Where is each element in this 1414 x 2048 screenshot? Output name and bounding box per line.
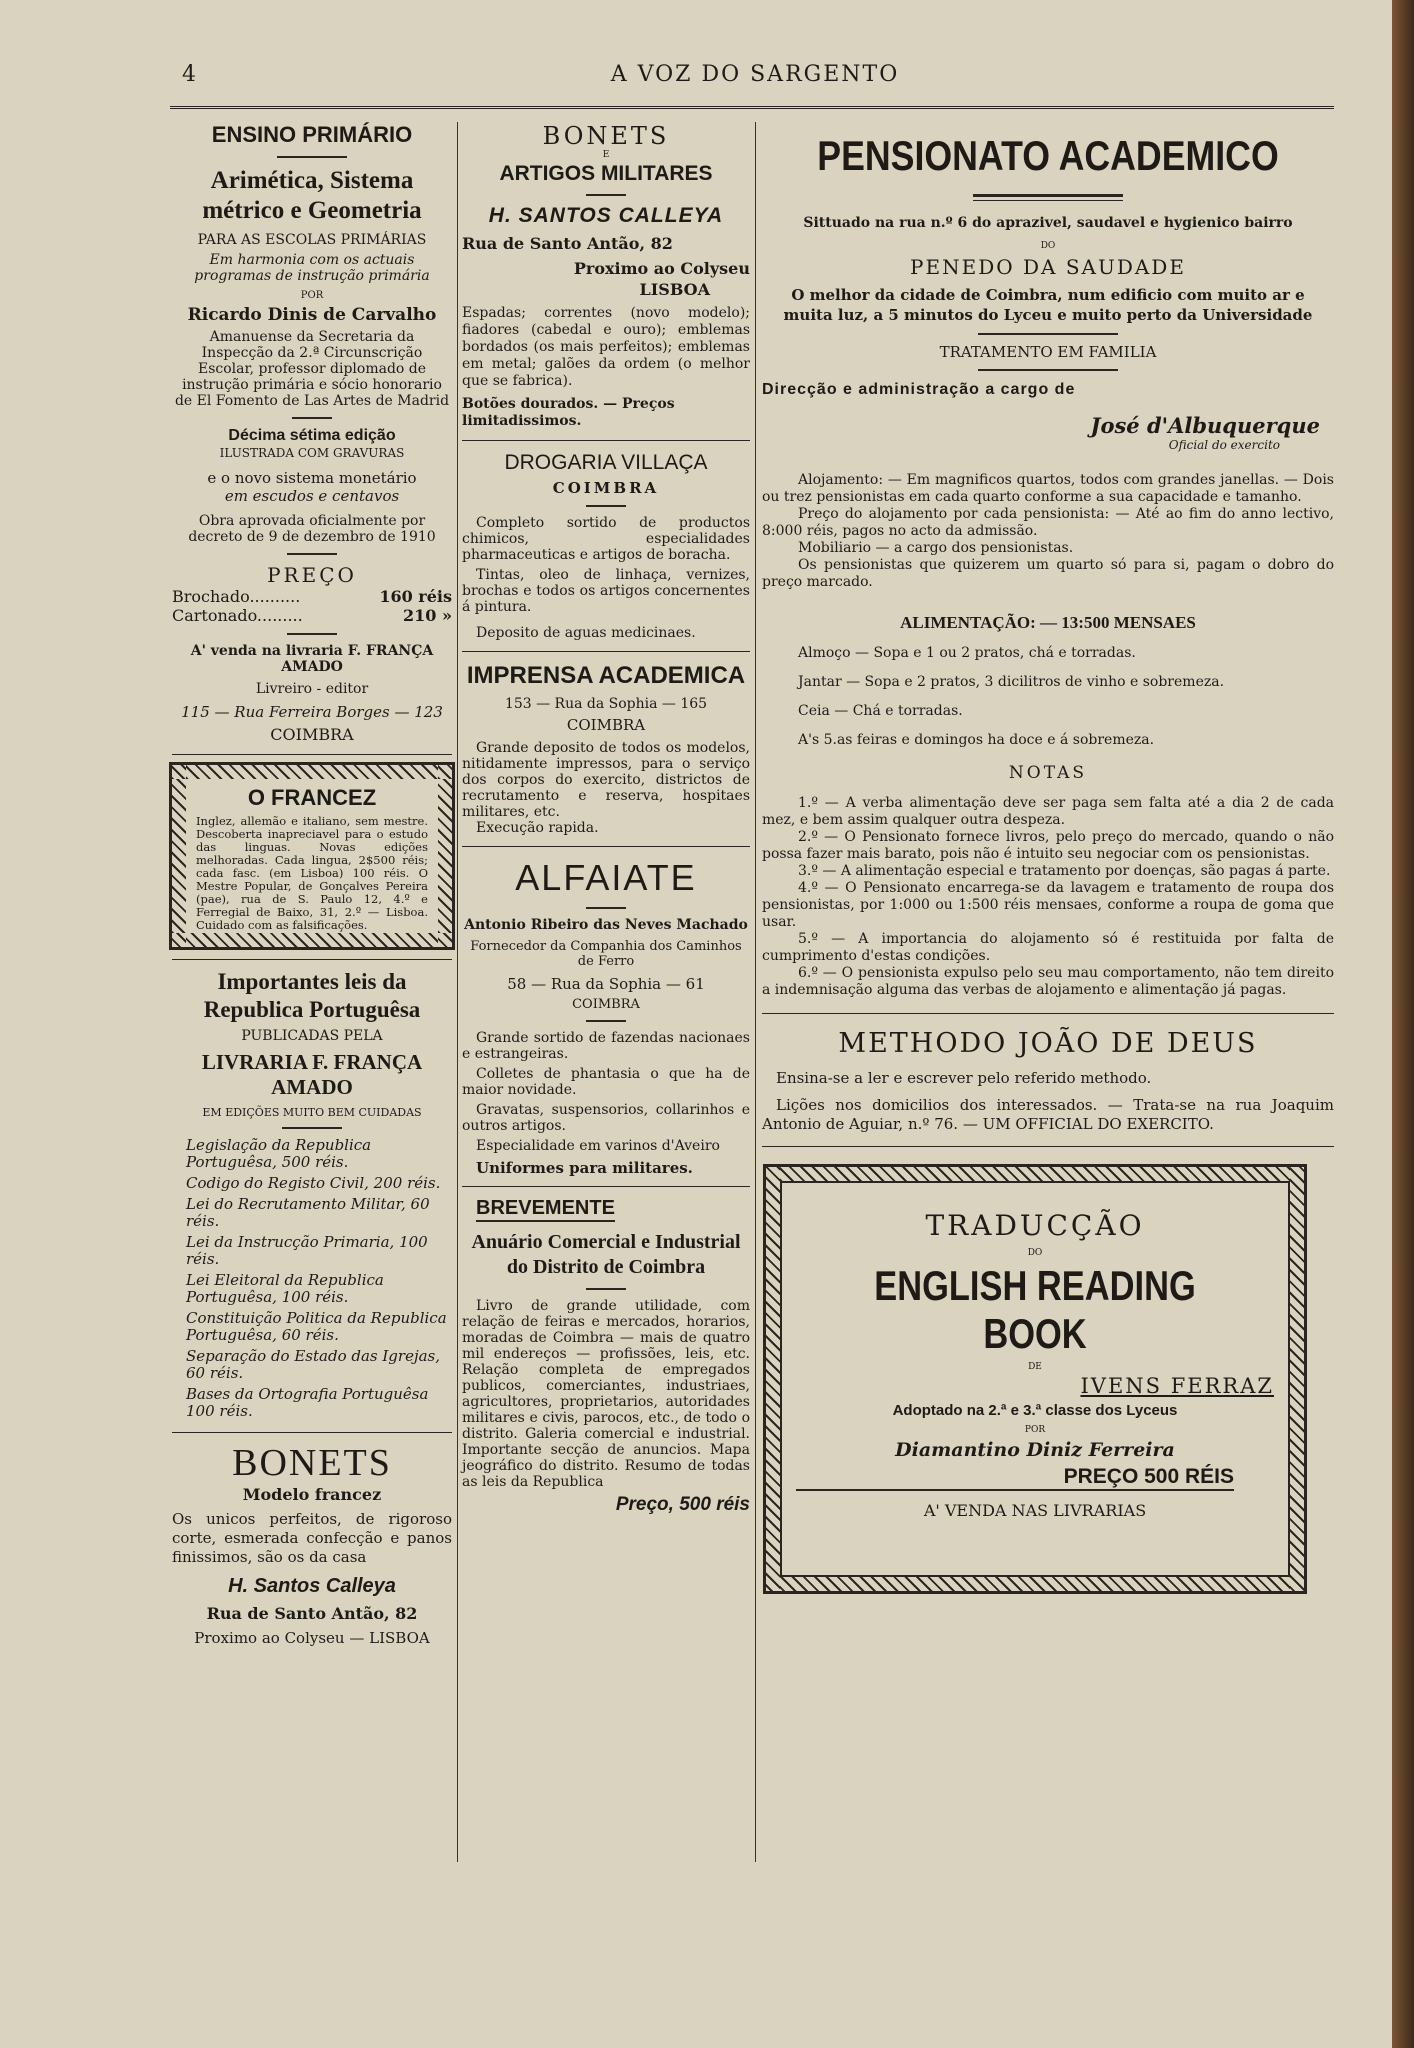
law-item: Lei da Instrucção Primaria, 100 réis. <box>186 1233 428 1268</box>
divider <box>586 907 626 909</box>
shop-city: Proximo ao Colyseu — LISBOA <box>194 1629 430 1647</box>
edition: Décima sétima edição <box>228 427 396 444</box>
alfaiate-ad <box>462 857 750 1176</box>
price-row <box>172 587 452 606</box>
direction: Direcção e administração a cargo de <box>762 381 1076 398</box>
editions-note: EM EDIÇÕES MUITO BEM CUIDADAS <box>202 1106 422 1119</box>
price-label: Cartonado......... <box>172 606 303 625</box>
divider <box>762 1013 1334 1014</box>
monetary-system: e o novo sistema monetário <box>207 469 417 487</box>
illustrated: ILUSTRADA COM GRAVURAS <box>219 446 405 460</box>
model: Modelo francez <box>242 1485 382 1504</box>
ad-title: Importantes leis da Republica Portuguêsa <box>203 969 421 1022</box>
methodo-ad <box>762 1028 1334 1134</box>
newspaper-title: A VOZ DO SARGENTO <box>610 62 900 87</box>
divider <box>586 1020 626 1022</box>
bonets-ad-2 <box>172 1441 452 1647</box>
do-label: DO <box>1040 241 1056 251</box>
tailor-name: Antonio Ribeiro das Neves Machado <box>464 917 748 933</box>
lodging-section <box>762 472 1334 591</box>
ad-text: Grande deposito de todos os modelos, nitidamente impressos, para o serviço dos corpos do exercito, districtos de recrutamento e reserva, hospitaes militares, etc. <box>462 740 750 820</box>
price-value: 160 réis <box>379 587 452 606</box>
author-name: Ricardo Dinis de Carvalho <box>187 305 437 325</box>
divider <box>462 846 750 847</box>
ad-text: Grande sortido de fazendas nacionaes e estrangeiras. <box>462 1030 750 1062</box>
price-row <box>172 606 452 625</box>
bonets-ad <box>462 122 750 430</box>
law-item: Lei Eleitoral da Republica Portuguêsa, 100 réis. <box>186 1271 384 1306</box>
ad-text: Gravatas, suspensorios, collarinhos e outros artigos. <box>462 1102 750 1134</box>
price-value: 210 » <box>403 606 452 625</box>
author: IVENS FERRAZ <box>1080 1374 1274 1398</box>
shop-street: Rua de Santo Antão, 82 <box>206 1604 418 1623</box>
divider <box>282 1127 342 1129</box>
city: COIMBRA <box>270 725 354 744</box>
pensionato-ad <box>762 132 1334 999</box>
price: PREÇO 500 RÉIS <box>796 1465 1234 1491</box>
ad-text: Os unicos perfeitos, de rigoroso corte, esmerada confecção e panos finissimos, são os da casa <box>172 1510 452 1566</box>
francez-ad <box>172 765 452 947</box>
treatment: TRATAMENTO EM FAMILIA <box>939 343 1157 361</box>
price-heading: PREÇO <box>267 563 357 587</box>
divider <box>973 194 1123 201</box>
city: COIMBRA <box>566 716 646 734</box>
divider <box>586 194 626 196</box>
ad-title: PENSIONATO ACADEMICO <box>817 132 1279 179</box>
page-header <box>170 62 1340 98</box>
ad-title: BONETS <box>542 122 670 150</box>
ad-text: Execução rapida. <box>476 820 599 836</box>
ad-text: Ensina-se a ler e escrever pelo referido methodo. <box>776 1069 1152 1087</box>
publisher: LIVRARIA F. FRANÇA AMADO <box>201 1050 423 1099</box>
city: COIMBRA <box>552 479 660 497</box>
ad-text: Tintas, oleo de linhaça, vernizes, brochas e todos os artigos concernentes á pintura. <box>462 567 750 615</box>
divider <box>586 1288 626 1290</box>
column-divider <box>755 122 756 1862</box>
traduccao-inner <box>780 1181 1290 1577</box>
ad-text: Lições nos domicilios dos interessados. — Trata-se na rua Joaquim Antonio de Aguiar, n.º 76. — UM OFFICIAL DO EXERCITO. <box>762 1096 1334 1133</box>
column-2 <box>462 122 750 1516</box>
ad-text: Especialidade em varinos d'Aveiro <box>476 1138 720 1154</box>
lodging-text: Alojamento: — Em magnificos quartos, todos com grandes janellas. — Dois ou trez pensionistas em cada quarto conforme a sua capacidade e tamanho. <box>762 472 1334 505</box>
note-item: 5.º — A importancia do alojamento só é restituida por falta de cumprimento d'estas condições. <box>762 931 1334 964</box>
law-item: Lei do Recrutamento Militar, 60 réis. <box>186 1195 430 1230</box>
shop-name: H. SANTOS CALLEYA <box>488 204 724 227</box>
supplier: Fornecedor da Companhia dos Caminhos de Ferro <box>470 939 742 969</box>
de-label: DE <box>1028 1362 1042 1372</box>
divider <box>287 633 337 635</box>
ad-title: BONETS <box>232 1442 392 1484</box>
approved-note: Obra aprovada oficialmente por decreto de 9 de dezembro de 1910 <box>188 513 436 545</box>
ad-title: O FRANCEZ <box>247 785 377 810</box>
ad-text: Colletes de phantasia o que ha de maior novidade. <box>462 1066 750 1098</box>
director-title: Oficial do exercito <box>1168 438 1280 452</box>
ad-title: ALFAIATE <box>515 857 697 898</box>
law-item: Legislação da Republica Portuguêsa, 500 réis. <box>186 1136 372 1171</box>
price-label: Brochado.......... <box>172 587 301 606</box>
divider <box>978 369 1118 371</box>
ad-text: Inglez, allemão e italiano, sem mestre. Descoberta inapreciavel para o estudo das linguas. Novas edições melhoradas. Cada lingua, 2$500 réis; cada fasc. (em Lisboa) 100 réis. O Mestre Popular, de Gonçalves Pereira (pae), rua de S. Paulo 12, 4.º e Ferregial de Baixo, 31, 2.º — Lisboa. Cuidado com as falsificações. <box>196 814 428 932</box>
leis-ad <box>172 968 452 1420</box>
shop-street: Rua de Santo Antão, 82 <box>462 234 673 253</box>
page-number: 4 <box>182 62 198 87</box>
buttons-note: Botões dourados. — Preços limitadissimos. <box>462 396 675 429</box>
published-by: PUBLICADAS PELA <box>241 1028 383 1044</box>
divider <box>172 959 452 960</box>
book-subtitle: PARA AS ESCOLAS PRIMÁRIAS <box>197 232 427 248</box>
address: 58 — Rua da Sophia — 61 <box>507 975 705 993</box>
address: 153 — Rua da Sophia — 165 <box>504 696 708 712</box>
meal-item: Jantar — Sopa e 2 pratos, 3 dicilitros de vinho e sobremeza. <box>798 674 1225 690</box>
situated: Sittuado na rua n.º 6 do aprazivel, saudavel e hygienico bairro <box>803 215 1293 231</box>
translator: Diamantino Diniz Ferreira <box>895 1439 1175 1461</box>
divider <box>586 505 626 507</box>
ad-title: METHODO JOÃO DE DEUS <box>838 1028 1258 1059</box>
traduccao-ad <box>766 1167 1304 1591</box>
note-item: 2.º — O Pensionato fornece livros, pelo preço do mercado, quando o não possa fazer mais barato, pois não é intuito seu negociar com os pensionistas. <box>762 829 1334 862</box>
divider <box>287 553 337 555</box>
law-list <box>172 1137 452 1420</box>
address: 115 — Rua Ferreira Borges — 123 <box>181 703 443 721</box>
law-item: Separação do Estado das Igrejas, 60 réis. <box>186 1347 441 1382</box>
note-item: 6.º — O pensionista expulso pelo seu mau comportamento, não tem direito a indemnisação alguma das verbas de alojamento e alimentação já pagas. <box>762 965 1334 998</box>
divider <box>292 417 332 419</box>
price: Preço, 500 réis <box>615 1494 750 1515</box>
do-label: DO <box>1027 1248 1043 1258</box>
ad-text: Completo sortido de productos chimicos, especialidades pharmaceuticas e artigos de boracha. <box>462 515 750 563</box>
divider <box>462 1186 750 1187</box>
soon-label: BREVEMENTE <box>476 1197 615 1222</box>
conjunction: E <box>602 150 610 160</box>
shop-name: H. Santos Calleya <box>228 1575 396 1597</box>
monetary-units: em escudos e centavos <box>224 487 400 505</box>
ad-text: Deposito de aguas medicinaes. <box>476 625 696 641</box>
divider <box>462 651 750 652</box>
author-description: Amanuense da Secretaria da Inspecção da 2.ª Circunscrição Escolar, professor diplomado de instrução primária e sócio honorario de El Fomento de Las Artes de Madrid <box>174 329 450 409</box>
lodging-text: Os pensionistas que quizerem um quarto só para si, pagam o dobro do preço marcado. <box>762 557 1334 590</box>
ensino-ad <box>172 122 452 744</box>
sale-info: A' VENDA NAS LIVRARIAS <box>923 1501 1147 1520</box>
ad-title: DROGARIA VILLAÇA <box>504 451 708 474</box>
notes-heading: NOTAS <box>1008 763 1088 783</box>
lodging-text: Preço do alojamento por cada pensionista: — Até ao fim do anno lectivo, 8:000 réis, pagos no acto da admissão. <box>762 506 1334 539</box>
drogaria-ad <box>462 451 750 641</box>
divider <box>462 440 750 441</box>
by-label: POR <box>300 290 324 301</box>
meal-list <box>762 639 1334 755</box>
ad-text: Livro de grande utilidade, com relação de feiras e mercados, horarios, moradas de Coimbra — mais de quatro mil endereços — profissões, leis, etc. Relação completa de empregados publicos, comerciantes, industriaes, agricultores, proprietarios, autoridades militares e civis, parocos, etc., de todo o distrito. Galeria comercial e industrial. Importante secção de anuncios. Mapa jeográfico do distrito. Resumo de todas as leis da Republica <box>462 1298 750 1490</box>
note-item: 3.º — A alimentação especial e tratamento por doenças, são pagas á parte. <box>798 863 1331 879</box>
director-name: José d'Albuquerque <box>1090 413 1320 438</box>
best-description: O melhor da cidade de Coimbra, num edificio com muito ar e muita luz, a 5 minutos do Lyceu e muito perto da Universidade <box>783 286 1313 324</box>
ad-title: TRADUCÇÃO <box>925 1209 1145 1242</box>
law-item: Codigo do Registo Civil, 200 réis. <box>186 1174 441 1192</box>
place: PENEDO DA SAUDADE <box>910 255 1186 279</box>
lodging-text: Mobiliario — a cargo dos pensionistas. <box>798 540 1074 556</box>
sale-info: A' venda na livraria F. FRANÇA AMADO <box>190 643 434 675</box>
column-divider <box>457 122 458 1862</box>
note-item: 1.º — A verba alimentação deve ser paga sem falta até a dia 2 de cada mez, e bem assim qualquer outra despeza. <box>762 795 1334 828</box>
law-item: Bases da Ortografia Portuguêsa 100 réis. <box>186 1385 429 1420</box>
ad-subtitle: ARTIGOS MILITARES <box>499 162 713 185</box>
meal-item: A's 5.as feiras e domingos ha doce e á sobremeza. <box>798 732 1155 748</box>
notes-list <box>762 795 1334 999</box>
note-item: 4.º — O Pensionato encarrega-se da lavagem e tratamento de roupa dos pensionistas, por 1:000 ou 1:500 réis mensaes, conforme a roupa de goma que usar. <box>762 880 1334 930</box>
divider <box>172 1432 452 1433</box>
ad-heading: ENSINO PRIMÁRIO <box>211 122 413 147</box>
column-1 <box>172 122 452 1647</box>
imprensa-ad <box>462 662 750 836</box>
shop-near: Proximo ao Colyseu <box>573 259 750 278</box>
adopted: Adoptado na 2.ª e 3.ª classe dos Lyceus <box>892 1402 1178 1419</box>
editor-label: Livreiro - editor <box>255 681 369 697</box>
ad-text: Uniformes para militares. <box>476 1159 693 1177</box>
food-heading: ALIMENTAÇÃO: — 13:500 MENSAES <box>900 613 1196 632</box>
book-spine-edge <box>1392 0 1414 2048</box>
header-rule <box>170 106 1334 109</box>
meal-item: Ceia — Chá e torradas. <box>798 703 963 719</box>
city: COIMBRA <box>572 997 640 1012</box>
divider <box>172 754 452 755</box>
book-title: ENGLISH READING BOOK <box>874 1262 1196 1357</box>
shop-city: LISBOA <box>639 280 710 299</box>
book-note: Em harmonia com os actuais programas de instrução primária <box>194 252 430 284</box>
divider <box>277 156 347 158</box>
column-3 <box>762 122 1334 1591</box>
ad-text: Espadas; correntes (novo modelo); fiadores (cabedal e ouro); emblemas bordados (os mais perfeitos); emblemas em metal; galões da ordem (o melhor que se fabrica). <box>462 305 750 389</box>
divider <box>762 1146 1334 1147</box>
ad-title: Anuário Comercial e Industrial do Distrito de Coimbra <box>471 1231 741 1278</box>
by-label: POR <box>1024 1425 1046 1435</box>
ad-title: IMPRENSA ACADEMICA <box>466 662 746 689</box>
meal-item: Almoço — Sopa e 1 ou 2 pratos, chá e torradas. <box>798 645 1136 661</box>
francez-inner <box>186 779 438 933</box>
divider <box>978 333 1118 335</box>
law-item: Constituição Politica da Republica Portuguêsa, 60 réis. <box>186 1309 447 1344</box>
book-title: Arimética, Sistema métrico e Geometria <box>202 167 422 224</box>
anuario-ad <box>462 1197 750 1516</box>
